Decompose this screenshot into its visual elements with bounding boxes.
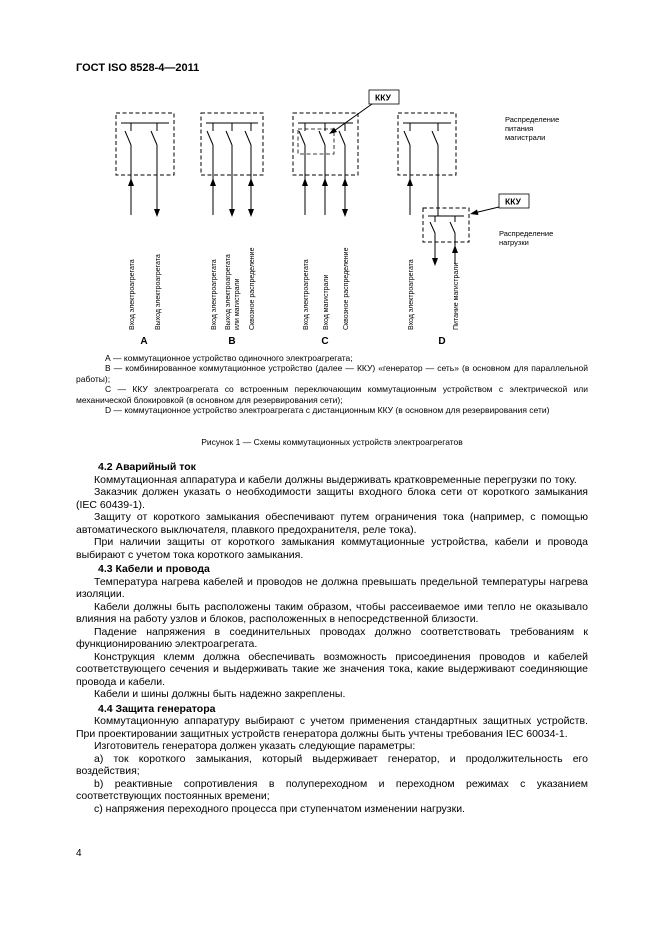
paragraph: Падение напряжения в соединительных проводах должно соответствовать требованиям к функционированию электроагрегата. <box>76 625 588 650</box>
breaker-switch <box>299 123 305 175</box>
up-arrow-icon <box>342 178 348 186</box>
diagram-b-through-label: Сквозное распределение <box>249 247 256 330</box>
diagram-a-enclosure <box>116 113 174 175</box>
paragraph: Конструкция клемм должна обеспечивать возможность присоединения проводов и кабелей соответствующего сечения и выдерживать такие же значения тока, какие выдерживают соединяющие провода и кабели. <box>76 650 588 688</box>
breaker-switch <box>245 123 251 175</box>
down-arrow-icon <box>229 209 235 217</box>
down-arrow-icon <box>154 209 160 217</box>
paragraph: Температура нагрева кабелей и проводов не должна превышать предельной температуры нагрева изоляции. <box>76 575 588 600</box>
breaker-switch <box>319 123 325 175</box>
paragraph: Изготовитель генератора должен указать следующие параметры: <box>94 740 416 752</box>
diagram-d-input-label: Вход электроагрегата <box>408 259 415 330</box>
figure-legend <box>76 353 588 415</box>
list-item-c: c) напряжения переходного процесса при ступенчатом изменении нагрузки. <box>94 802 465 815</box>
diagram-b-letter: В <box>228 336 236 347</box>
diagram-c-letter: С <box>321 336 329 347</box>
down-arrow-icon <box>432 258 438 266</box>
breaker-switch <box>151 123 157 175</box>
diagram-c-through-label: Сквозное распределение <box>343 247 350 330</box>
svg-text:Распределение: Распределение <box>505 115 560 124</box>
diagram-b-input-label: Вход электроагрегата <box>211 259 218 330</box>
legend-item-a: А — коммутационное устройство одиночного электроагрегата; <box>105 353 353 363</box>
section-heading-4-2: 4.2 Аварийный ток <box>98 461 196 473</box>
load-distribution-label <box>499 229 553 247</box>
breaker-switch <box>432 123 438 175</box>
figure-caption: Рисунок 1 — Схемы коммутационных устройств электроагрегатов <box>201 437 463 447</box>
breaker-switch <box>226 123 232 175</box>
paragraph: Защиту от короткого замыкания обеспечивают путем ограничения тока (например, с помощью автоматического выключателя, плавкого предохранителя, реле тока). <box>76 511 588 536</box>
diagram-c <box>293 113 358 347</box>
breaker-switch <box>430 216 435 242</box>
svg-text:магистрали: магистрали <box>505 133 546 142</box>
document-header: ГОСТ ISO 8528-4—2011 <box>76 62 200 74</box>
page-number: 4 <box>76 848 82 859</box>
up-arrow-icon <box>452 245 458 253</box>
feed-distribution-label <box>505 115 559 142</box>
diagram-a-input-label: Вход электроагрегата <box>129 259 136 330</box>
breaker-switch <box>450 216 455 242</box>
diagram-d <box>398 113 469 347</box>
diagram-a <box>116 113 174 347</box>
up-arrow-icon <box>302 178 308 186</box>
diagram-d-enclosure <box>398 113 456 175</box>
section-heading-4-4: 4.4 Защита генератора <box>98 702 216 715</box>
down-arrow-icon <box>342 209 348 217</box>
diagram-b <box>201 113 263 347</box>
section-heading-4-3: 4.3 Кабели и провода <box>98 563 210 575</box>
diagram-b-output-label-line2: или магистрали <box>234 278 241 330</box>
diagram-d-remote-kku-box <box>423 208 469 242</box>
up-arrow-icon <box>322 178 328 186</box>
paragraph: Заказчик должен указать о необходимости защиты входного блока сети от короткого замыкания (IEC 60439-1). <box>76 486 588 511</box>
svg-text:питания: питания <box>505 124 534 133</box>
breaker-switch <box>404 123 410 175</box>
kku-remote-label: ККУ <box>505 196 521 207</box>
document-body <box>76 459 588 815</box>
paragraph: При наличии защиты от короткого замыкания коммутационные устройства, кабели и провода выбирают с учетом тока короткого замыкания. <box>76 536 588 561</box>
legend-item-b: В — комбинированное коммутационное устройство (далее — ККУ) «генератор — сеть» (в основном для параллельной работы); <box>76 363 588 384</box>
diagram-d-mains-label: Питание магистрали <box>453 262 460 330</box>
pointer-arrow-icon <box>329 128 337 135</box>
up-arrow-icon <box>128 178 134 186</box>
breaker-switch <box>125 123 131 175</box>
list-item-a: a) ток короткого замыкания, который выдерживает генератор, и продолжительность его воздействия; <box>76 752 588 777</box>
diagram-a-letter: А <box>140 336 148 347</box>
kku-remote-callout <box>470 194 529 215</box>
up-arrow-icon <box>248 178 254 186</box>
paragraph: Кабели и шины должны быть надежно закреплены. <box>94 688 346 700</box>
kku-top-callout <box>329 90 399 134</box>
paragraph: Коммутационную аппаратуру выбирают с учетом применения стандартных защитных устройств. При проектировании защитных устройств генератора должны быть учтены требования IEC 60034-1. <box>76 715 588 740</box>
svg-text:Распределение: Распределение <box>499 229 554 238</box>
legend-item-c: С — ККУ электроагрегата со встроенным переключающим коммутационным устройством с электрической или механической блокировкой (в основном для резервирования сети); <box>76 384 588 405</box>
figure-schematic <box>113 88 583 350</box>
diagram-c-input-label: Вход электроагрегата <box>303 259 310 330</box>
list-item-b: b) реактивные сопротивления в полупереходном и переходном режимах с указанием соответствующих постоянных времени; <box>76 777 588 802</box>
pointer-arrow-icon <box>470 210 479 216</box>
legend-item-d: D — коммутационное устройство электроагрегата с дистанционным ККУ (в основном для резервирования сети) <box>105 405 550 416</box>
svg-text:нагрузки: нагрузки <box>499 238 529 247</box>
diagram-a-output-label: Выход электроагрегата <box>155 254 162 330</box>
breaker-switch <box>207 123 213 175</box>
diagram-b-output-label-line1: Выход электроагрегата <box>225 254 232 330</box>
down-arrow-icon <box>248 209 254 217</box>
diagram-c-mains-label: Вход магистрали <box>323 274 330 330</box>
up-arrow-icon <box>210 178 216 186</box>
kku-top-label: ККУ <box>375 92 391 103</box>
up-arrow-icon <box>407 178 413 186</box>
figure-canvas <box>113 88 583 350</box>
diagram-d-letter: D <box>438 336 446 347</box>
paragraph: Коммутационная аппаратура и кабели должны выдерживать кратковременные перегрузки по току. <box>94 473 577 486</box>
breaker-switch <box>339 123 345 175</box>
paragraph: Кабели должны быть расположены таким образом, чтобы рассеиваемое ими тепло не оказывало влияния на работу узлов и блоков, расположенных в непосредственной близости. <box>76 600 588 625</box>
